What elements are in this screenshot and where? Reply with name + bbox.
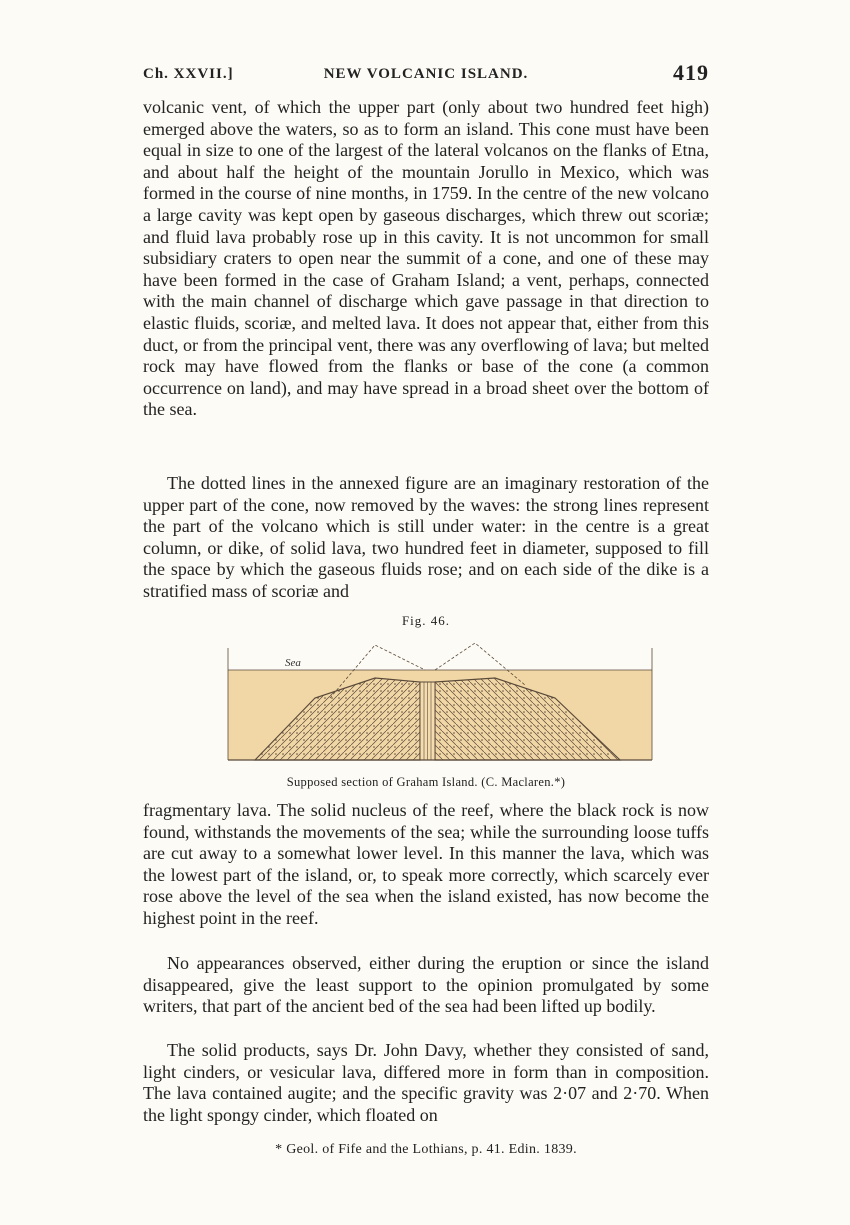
sea-label: Sea <box>285 657 301 669</box>
paragraph-no-appearances: No appearances observed, either during the eruption or since the island disappeared, give the least support to the opinion promulgated by some writers, that part of the ancient bed of the sea had been lifted up bodily. <box>143 953 709 1017</box>
graham-island-section-figure <box>225 640 655 770</box>
running-header <box>143 60 709 90</box>
figure-number: Fig. 46. <box>401 613 451 628</box>
paragraph-volcanic-vent: volcanic vent, of which the upper part (only about two hundred feet high) emerged above the waters, so as to form an island. This cone must have been equal in size to one of the largest of the lateral volcanos on the flanks of Etna, and about half the height of the mountain Jorullo in Mexico, which was formed in the course of nine months, in 1759. In the centre of the new volcano a large cavity was kept open by gaseous discharges, which threw out scoriæ; and fluid lava probably rose up in this cavity. It is not uncommon for small subsidiary craters to open near the summit of a cone, and one of these may have been formed in the case of Graham Island; a vent, perhaps, connected with the main channel of discharge which gave passage in that direction to elastic fluids, scoriæ, and melted lava. It does not appear that, either from this duct, or from the principal vent, there was any overflowing of lava; but melted rock may have flowed from the flanks or base of the cone (a common occurrence on land), and may have spread in a broad sheet over the bottom of the sea. <box>143 97 709 420</box>
figure-caption: Supposed section of Graham Island. (C. Maclaren.*) <box>286 775 566 789</box>
paragraph-dotted-lines: The dotted lines in the annexed figure are an imaginary restoration of the upper part of the cone, now removed by the waves: the strong lines represent the part of the volcano which is still under water: in the centre is a great column, or dike, of solid lava, two hundred feet in diameter, supposed to fill the space by which the gaseous fluids rose; and on each side of the dike is a stratified mass of scoriæ and <box>143 473 709 601</box>
paragraph-solid-products: The solid products, says Dr. John Davy, whether they consisted of sand, light cinders, or vesicular lava, differed more in form than in composition. The lava contained augite; and the specific gravity was 2·07 and 2·70. When the light spongy cinder, which floated on <box>143 1040 709 1125</box>
page-number: 419 <box>673 60 709 85</box>
footnote: * Geol. of Fife and the Lothians, p. 41. Edin. 1839. <box>275 1142 577 1157</box>
running-title: NEW VOLCANIC ISLAND. <box>323 66 529 82</box>
chapter-reference: Ch. XXVII.] <box>143 66 234 82</box>
paragraph-fragmentary-lava: fragmentary lava. The solid nucleus of the reef, where the black rock is now found, withstands the movements of the sea; while the surrounding loose tuffs are cut away to a somewhat lower level. In this manner the lava, which was the lowest part of the island, or, to speak more correctly, which scarcely ever rose above the level of the sea when the island existed, has now become the highest point in the reef. <box>143 800 709 928</box>
